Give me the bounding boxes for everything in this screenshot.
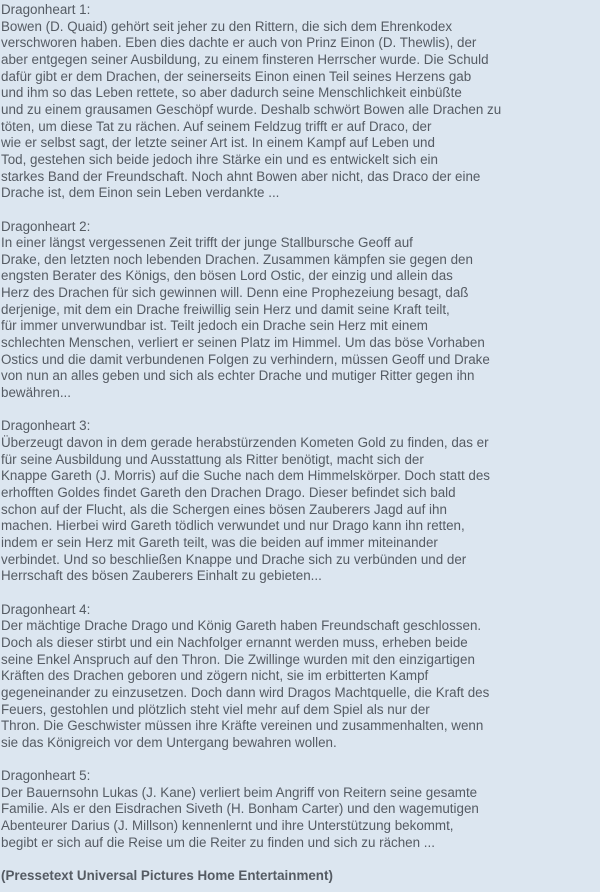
text-line: Drache ist, dem Einon sein Leben verdankte ... [1, 185, 280, 201]
text-line: aber entgegen seiner Ausbildung, zu einem finsteren Herrscher wurde. Die Schuld [1, 51, 489, 67]
text-line: Feuers, gestohlen und plötzlich steht viel mehr auf dem Spiel als nur der [1, 701, 430, 717]
text-line: dafür gibt er dem Drachen, der seinerseits Einon einen Teil seines Herzens gab [1, 68, 472, 84]
section-heading: Dragonheart 4: [1, 601, 91, 617]
text-line: Ostics und die damit verbundenen Folgen zu verhindern, müssen Geoff und Drake [1, 351, 490, 367]
text-line: verbindet. Und so beschließen Knappe und Drache sich zu verbünden und der [1, 551, 467, 567]
text-line: für immer unverwundbar ist. Teilt jedoch ein Drache sein Herz mit einem [1, 318, 428, 334]
text-line: schlechten Menschen, verliert er seinen Platz im Himmel. Um das böse Vorhaben [1, 335, 485, 351]
text-line: für seine Ausbildung und Ausstattung als Ritter benötigt, macht sich der [1, 451, 424, 467]
text-line: gegeneinander zu einzusetzen. Doch dann wird Dragos Machtquelle, die Kraft des [1, 684, 490, 700]
text-line: Überzeugt davon in dem gerade herabstürzenden Kometen Gold zu finden, das er [1, 435, 489, 451]
section-heading: Dragonheart 1: [1, 2, 91, 17]
text-line: engsten Berater des Königs, den bösen Lord Ostic, der einzig und allein das [1, 268, 453, 284]
text-line: Der Bauernsohn Lukas (J. Kane) verliert beim Angriff von Reitern seine gesamte [1, 784, 478, 800]
synopsis-dragonheart-2 [1, 219, 594, 402]
text-line: Der mächtige Drache Drago und König Gareth haben Freundschaft geschlossen. [1, 618, 482, 634]
text-line: töten, um diese Tat zu rächen. Auf seinem Feldzug trifft er auf Draco, der [1, 118, 432, 134]
text-line: bewähren... [1, 385, 71, 401]
text-line: Abenteurer Darius (J. Millson) kennenlernt und ihre Unterstützung bekommt, [1, 818, 454, 834]
text-line: wie er selbst sagt, der letzte seiner Art ist. In einem Kampf auf Leben und [1, 135, 435, 151]
text-line: Bowen (D. Quaid) gehört seit jeher zu den Rittern, die sich dem Ehrenkodex [1, 18, 453, 34]
text-line: machen. Hierbei wird Gareth tödlich verwundet und nur Drago kann ihn retten, [1, 518, 465, 534]
text-line: Thron. Die Geschwister müssen ihre Kräfte vereinen und zusammenhalten, wenn [1, 718, 484, 734]
text-line: und ihm so das Leben rettete, so aber dadurch seine Menschlichkeit einbüßte [1, 85, 462, 101]
text-line: In einer längst vergessenen Zeit trifft der junge Stallbursche Geoff auf [1, 235, 413, 251]
text-line: Tod, gestehen sich beide jedoch ihre Stärke ein und es entwickelt sich ein [1, 151, 438, 167]
press-credit: (Pressetext Universal Pictures Home Entertainment) [1, 868, 333, 884]
synopsis-dragonheart-5 [1, 768, 594, 851]
text-line: indem er sein Herz mit Gareth teilt, was die beiden auf immer miteinander [1, 534, 438, 550]
section-heading: Dragonheart 2: [1, 218, 91, 234]
text-line: Doch als dieser stirbt und ein Nachfolger ernannt werden muss, erheben beide [1, 634, 468, 650]
text-line: erhofften Goldes findet Gareth den Drachen Drago. Dieser befindet sich bald [1, 485, 456, 500]
section-heading: Dragonheart 5: [1, 768, 91, 784]
text-line: Herz des Drachen für sich gewinnen will. Denn eine Prophezeiung besagt, daß [1, 285, 469, 301]
text-line: derjenige, mit dem ein Drache freiwillig sein Herz und damit seine Kraft teilt, [1, 301, 450, 317]
text-line: von nun an alles geben und sich als echter Drache und mutiger Ritter gegen ihn [1, 368, 475, 384]
section-heading: Dragonheart 3: [1, 418, 91, 434]
text-line: Kräften des Drachen geboren und zögern nicht, sie im erbitterten Kampf [1, 668, 429, 684]
text-line: verschworen haben. Eben dies dachte er auch von Prinz Einon (D. Thewlis), der [1, 35, 477, 51]
text-line: begibt er sich auf die Reise um die Reiter zu finden und sich zu rächen ... [1, 834, 435, 850]
text-line: sie das Königreich vor dem Untergang bewahren wollen. [1, 734, 337, 750]
synopsis-dragonheart-3 [1, 418, 594, 585]
text-line: seine Enkel Anspruch auf den Thron. Die Zwillinge wurden mit den einzigartigen [1, 651, 475, 667]
text-line: Familie. Als er den Eisdrachen Siveth (H. Bonham Carter) und den wagemutigen [1, 801, 479, 817]
synopsis-dragonheart-4 [1, 602, 594, 752]
synopsis-dragonheart-1 [1, 2, 594, 202]
text-line: schon auf der Flucht, als die Schergen eines bösen Zauberers Jagd auf ihn [1, 501, 447, 517]
text-line: Herrschaft des bösen Zauberers Einhalt zu gebieten... [1, 568, 322, 584]
text-line: starkes Band der Freundschaft. Noch ahnt Bowen aber nicht, das Draco der eine [1, 168, 481, 184]
text-line: Drake, den letzten noch lebenden Drachen. Zusammen kämpfen sie gegen den [1, 251, 473, 267]
text-line: Knappe Gareth (J. Morris) auf die Suche nach dem Himmelskörper. Doch statt des [1, 468, 490, 484]
text-line: und zu einem grausamen Geschöpf wurde. Deshalb schwört Bowen alle Drachen zu [1, 101, 502, 117]
